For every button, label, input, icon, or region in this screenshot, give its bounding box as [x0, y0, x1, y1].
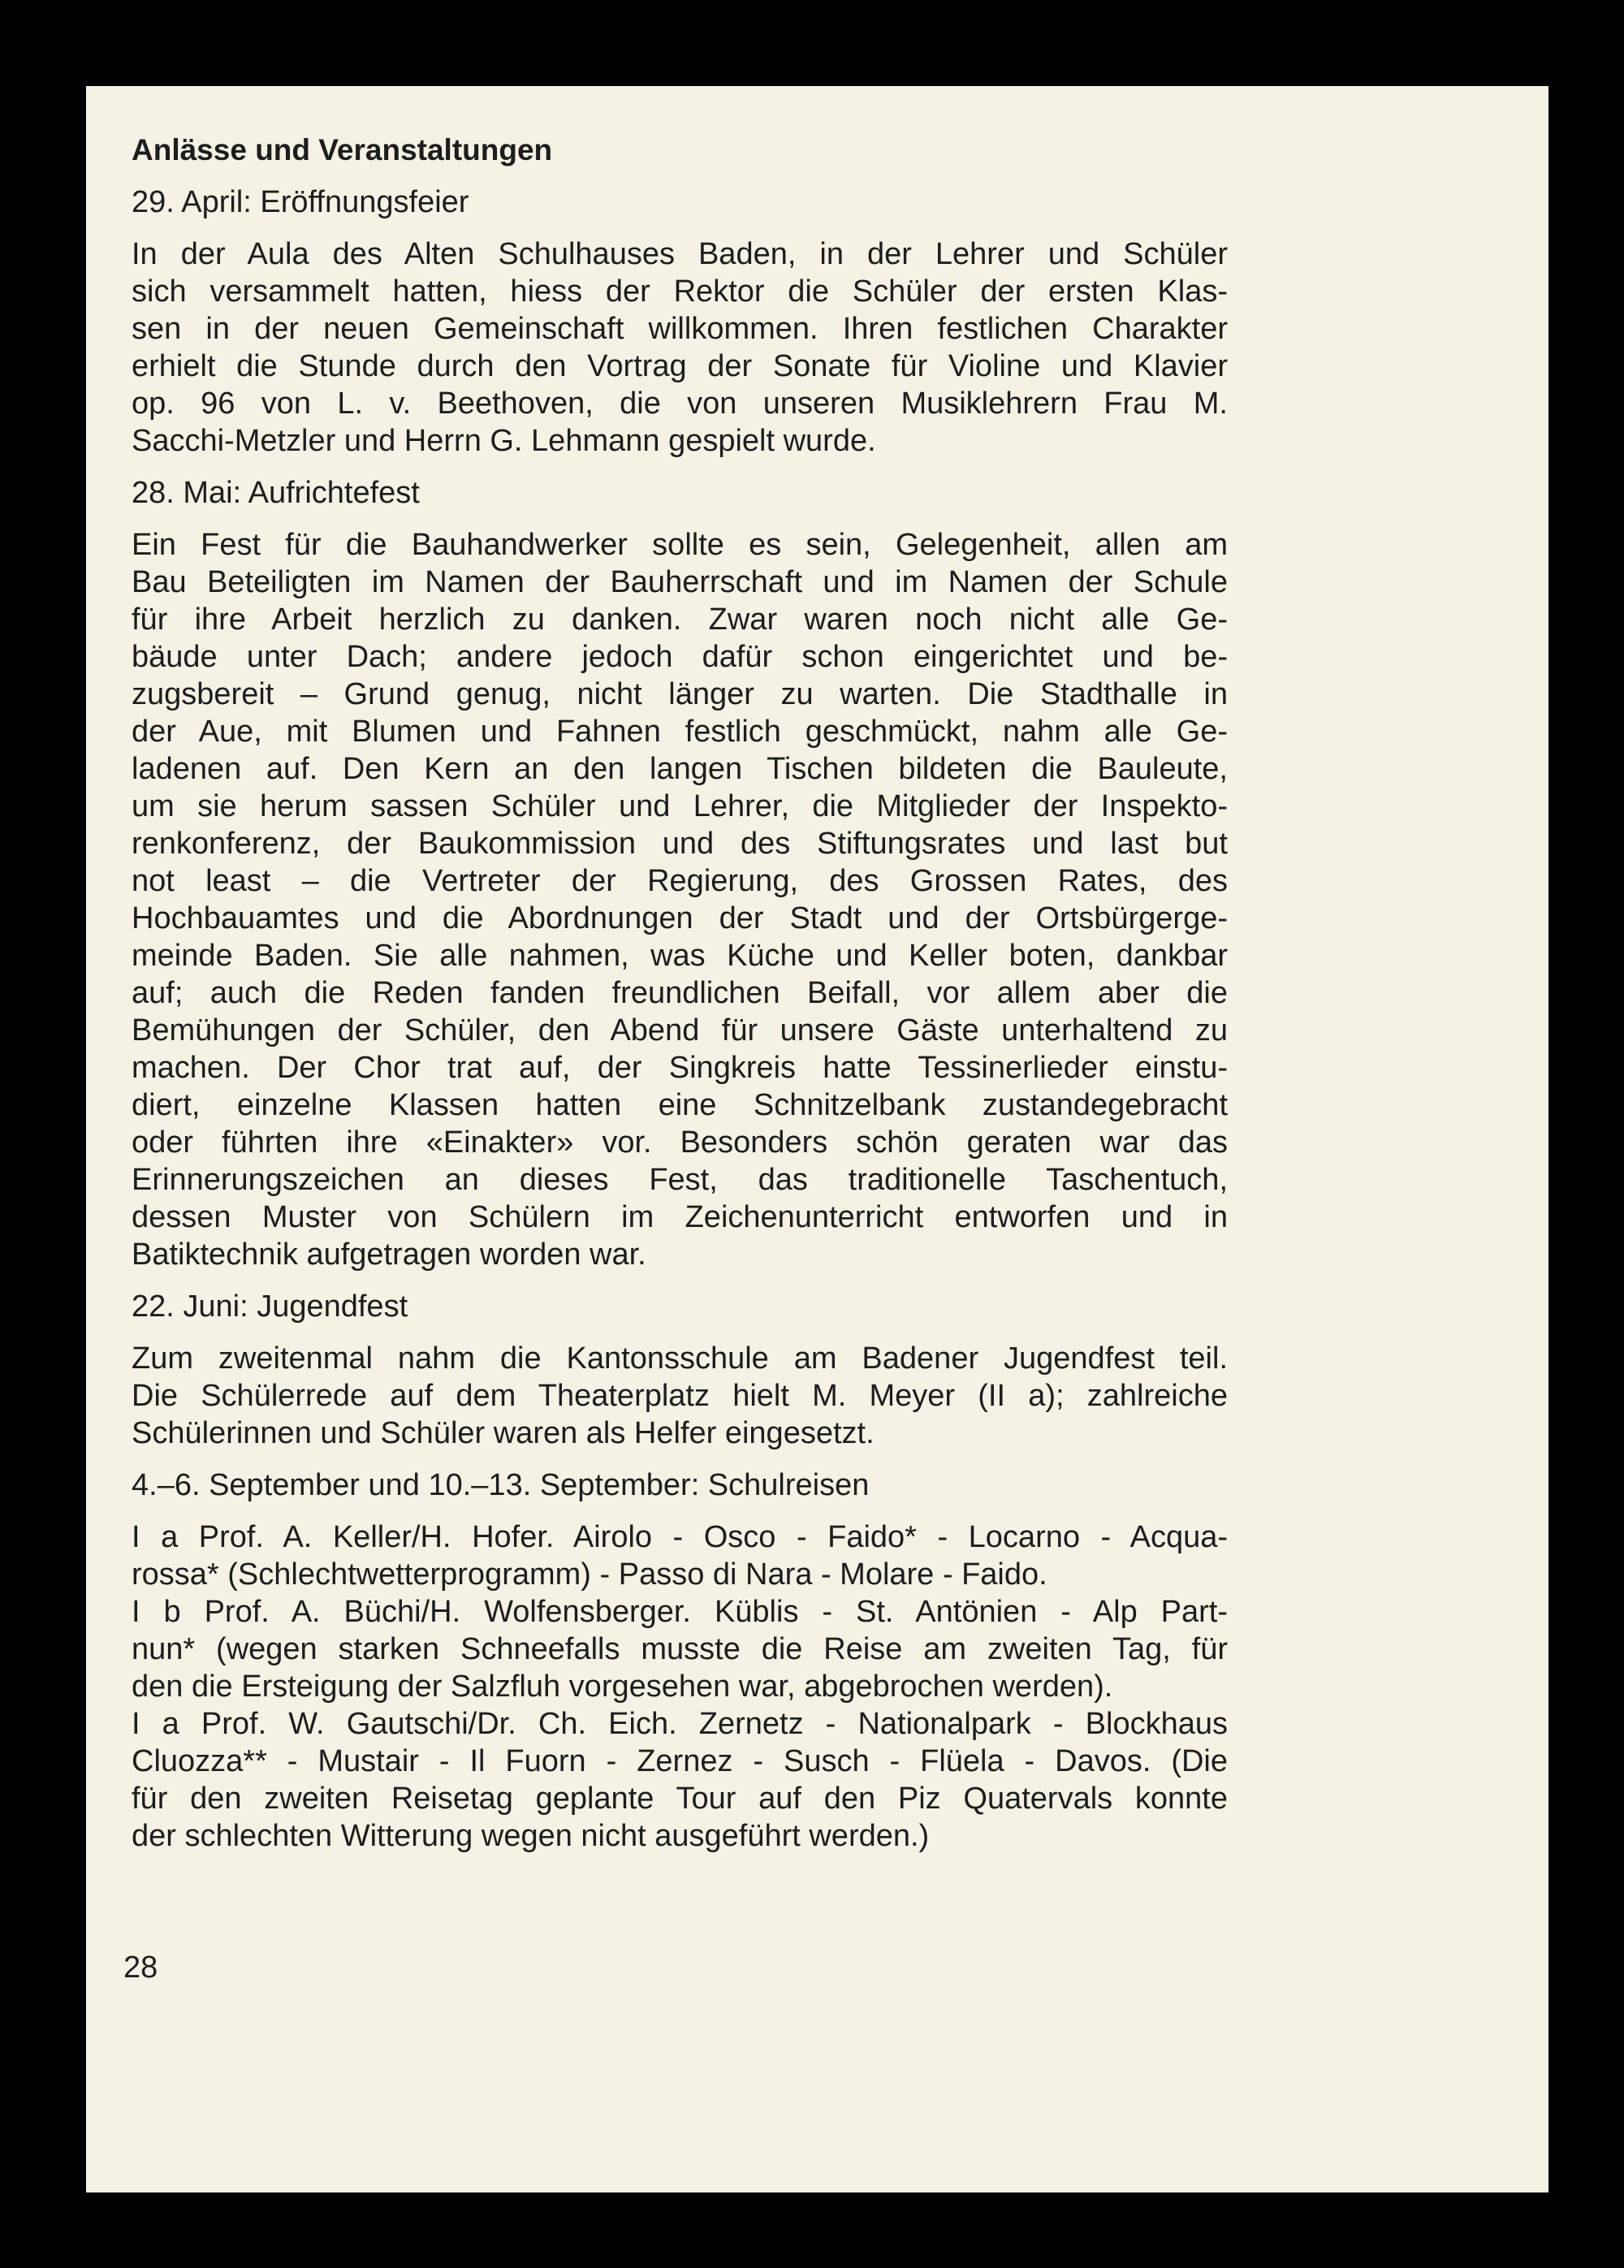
text-line: sen in der neuen Gemeinschaft willkommen. Ihren festlichen Charakter — [132, 312, 1228, 346]
text-line: I b Prof. A. Büchi/H. Wolfensberger. Küblis - St. Antönien - Alp Part- — [132, 1595, 1228, 1629]
text-line: rossa* (Schlechtwetterprogramm) - Passo di Nara - Molare - Faido. — [132, 1557, 1047, 1592]
text-line: meinde Baden. Sie alle nahmen, was Küche und Keller boten, dankbar — [132, 939, 1228, 973]
text-line: machen. Der Chor trat auf, der Singkreis hatte Tessinerlieder einstu- — [132, 1051, 1228, 1085]
text-line: Schülerinnen und Schüler waren als Helfer eingesetzt. — [132, 1416, 875, 1450]
section-title-jugendfest: 22. Juni: Jugendfest — [132, 1290, 408, 1324]
text-line: ladenen auf. Den Kern an den langen Tischen bildeten die Bauleute, — [132, 752, 1228, 786]
text-line: den die Ersteigung der Salzfluh vorgesehen war, abgebrochen werden). — [132, 1670, 1113, 1704]
text-line: Die Schülerrede auf dem Theaterplatz hielt M. Meyer (II a); zahlreiche — [132, 1379, 1228, 1413]
page-heading: Anlässe und Veranstaltungen — [132, 133, 553, 166]
text-line: not least – die Vertreter der Regierung, des Grossen Rates, des — [132, 864, 1228, 898]
text-line: Erinnerungszeichen an dieses Fest, das traditionelle Taschentuch, — [132, 1163, 1228, 1197]
text-line: Hochbauamtes und die Abordnungen der Stadt und der Ortsbürgerge- — [132, 901, 1228, 935]
text-line: für den zweiten Reisetag geplante Tour auf den Piz Quatervals konnte — [132, 1782, 1228, 1816]
text-line: der Aue, mit Blumen und Fahnen festlich geschmückt, nahm alle Ge- — [132, 715, 1228, 749]
section-title-eroeffnungsfeier: 29. April: Eröffnungsfeier — [132, 185, 469, 219]
text-line: auf; auch die Reden fanden freundlichen Beifall, vor allem aber die — [132, 976, 1228, 1010]
text-line: Bau Beteiligten im Namen der Bauherrschaft und im Namen der Schule — [132, 565, 1228, 599]
text-line: Bemühungen der Schüler, den Abend für unsere Gäste unterhaltend zu — [132, 1013, 1228, 1048]
text-line: zugsbereit – Grund genug, nicht länger zu warten. Die Stadthalle in — [132, 677, 1228, 711]
text-line: für ihre Arbeit herzlich zu danken. Zwar waren noch nicht alle Ge- — [132, 603, 1228, 637]
section-body-aufrichtefest — [132, 526, 1228, 1273]
text-line: diert, einzelne Klassen hatten eine Schnitzelbank zustandegebracht — [132, 1088, 1228, 1122]
text-line: renkonferenz, der Baukommission und des Stiftungsrates und last but — [132, 827, 1228, 861]
section-title-schulreisen: 4.–6. September und 10.–13. September: Schulreisen — [132, 1468, 870, 1502]
text-line: I a Prof. A. Keller/H. Hofer. Airolo - Osco - Faido* - Locarno - Acqua- — [132, 1520, 1228, 1554]
text-line: op. 96 von L. v. Beethoven, die von unseren Musiklehrern Frau M. — [132, 387, 1228, 421]
page-content — [132, 132, 1228, 1869]
page-number: 28 — [123, 1950, 158, 1985]
section-title-aufrichtefest: 28. Mai: Aufrichtefest — [132, 476, 420, 510]
text-line: bäude unter Dach; andere jedoch dafür schon eingerichtet und be- — [132, 640, 1228, 674]
text-line: I a Prof. W. Gautschi/Dr. Ch. Eich. Zernetz - Nationalpark - Blockhaus — [132, 1707, 1228, 1741]
text-line: Sacchi-Metzler und Herrn G. Lehmann gespielt wurde. — [132, 424, 876, 458]
section-body-jugendfest — [132, 1340, 1228, 1452]
text-line: sich versammelt hatten, hiess der Rektor die Schüler der ersten Klas- — [132, 274, 1228, 309]
text-line: Zum zweitenmal nahm die Kantonsschule am Badener Jugendfest teil. — [132, 1341, 1228, 1376]
text-line: dessen Muster von Schülern im Zeichenunterricht entworfen und in — [132, 1200, 1228, 1234]
section-body-eroeffnungsfeier — [132, 235, 1228, 460]
text-line: nun* (wegen starken Schneefalls musste die Reise am zweiten Tag, für — [132, 1632, 1228, 1666]
text-line: Ein Fest für die Bauhandwerker sollte es sein, Gelegenheit, allen am — [132, 528, 1228, 562]
text-line: der schlechten Witterung wegen nicht ausgeführt werden.) — [132, 1819, 930, 1853]
text-line: oder führten ihre «Einakter» vor. Besonders schön geraten war das — [132, 1125, 1228, 1160]
text-line: um sie herum sassen Schüler und Lehrer, die Mitglieder der Inspekto- — [132, 789, 1228, 823]
text-line: In der Aula des Alten Schulhauses Baden, in der Lehrer und Schüler — [132, 237, 1228, 271]
text-line: Cluozza** - Mustair - Il Fuorn - Zernez - Susch - Flüela - Davos. (Die — [132, 1744, 1228, 1778]
section-body-schulreisen — [132, 1518, 1228, 1855]
text-line: erhielt die Stunde durch den Vortrag der Sonate für Violine und Klavier — [132, 349, 1228, 383]
text-line: Batiktechnik aufgetragen worden war. — [132, 1238, 646, 1272]
